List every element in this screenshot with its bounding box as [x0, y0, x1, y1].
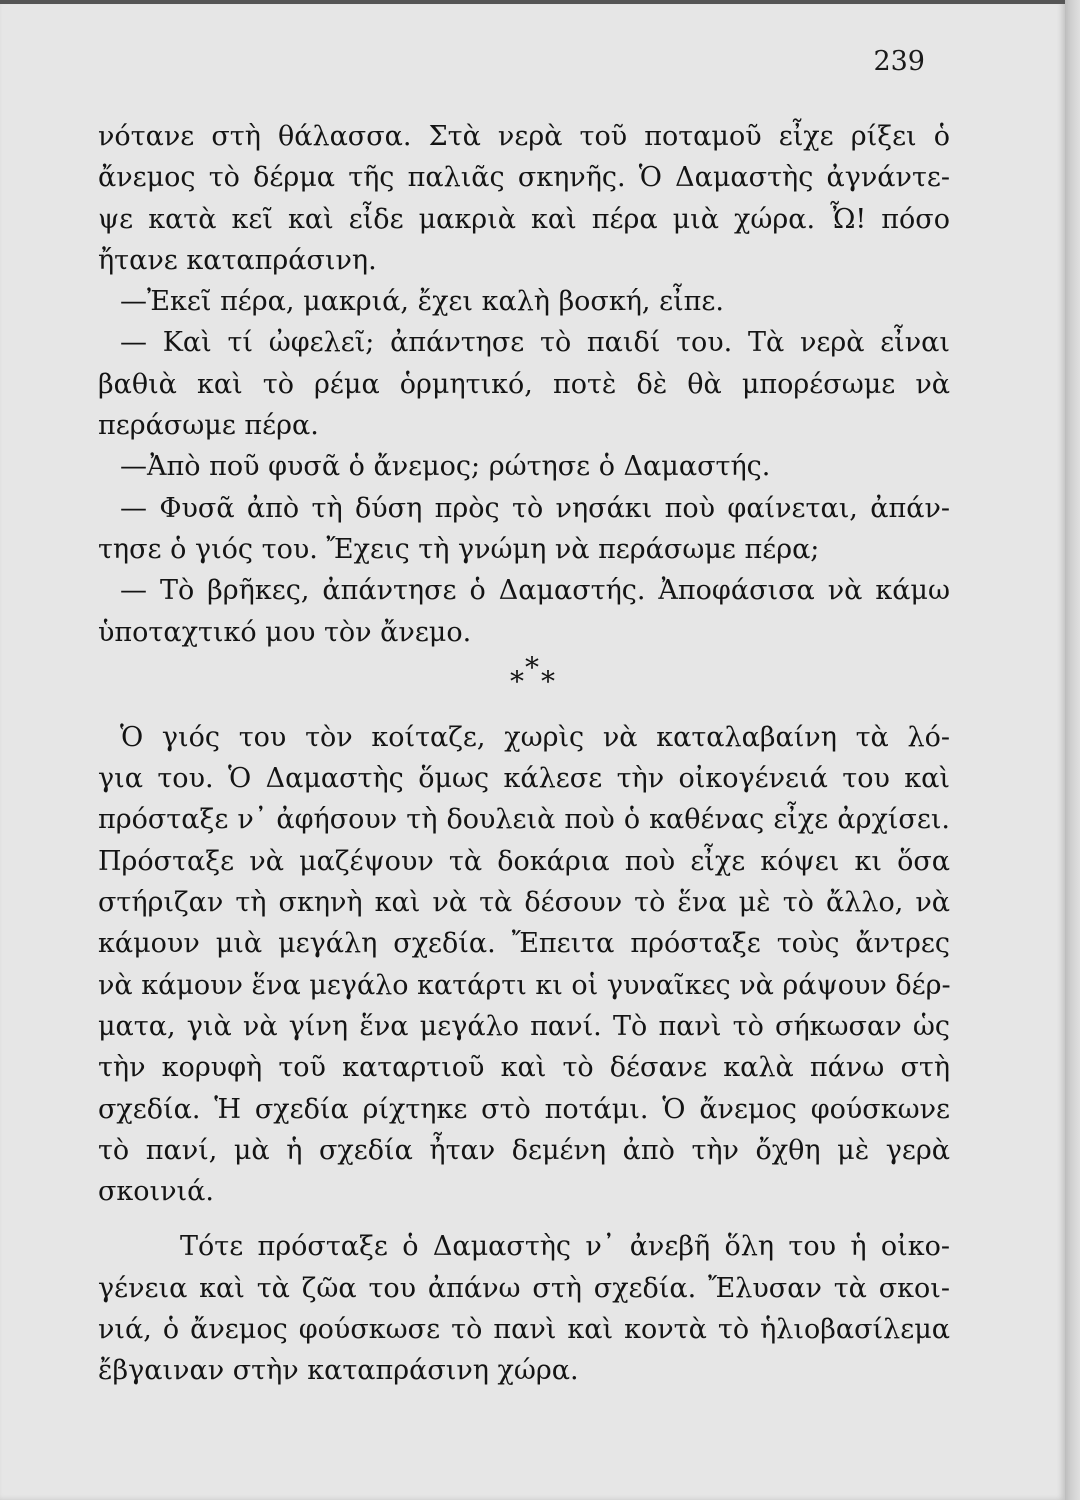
text-line: Πρόσταξε νὰ μαζέψουν τὰ δοκάρια ποὺ εἶχε κόψει κι ὅσα	[98, 845, 950, 877]
text-line: ψε κατὰ κεῖ καὶ εἶδε μακριὰ καὶ πέρα μιὰ χώρα. Ὦ! πόσο	[98, 203, 950, 235]
text-line: ὑποταχτικό μου τὸν ἄνεμο.	[98, 616, 472, 648]
asterism-star: *	[541, 664, 555, 698]
text-line: ἄνεμος τὸ δέρμα τῆς παλιᾶς σκηνῆς. Ὁ Δαμαστὴς ἀγνάντε-	[98, 162, 950, 194]
text-line: Τότε πρόσταξε ὁ Δαμαστὴς ν᾿ ἀνεβῆ ὅλη του ἡ οἰκο-	[180, 1231, 950, 1263]
text-line: —Ἀπὸ ποῦ φυσᾶ ὁ ἄνεμος; ρώτησε ὁ Δαμαστής.	[120, 451, 771, 483]
text-line: ματα, γιὰ νὰ γίνη ἕνα μεγάλο πανί. Τὸ πανὶ τὸ σήκωσαν ὡς	[98, 1010, 950, 1042]
text-line: γένεια καὶ τὰ ζῶα του ἀπάνω στὴ σχεδία. Ἔλυσαν τὰ σκοι-	[98, 1272, 950, 1304]
text-line: τησε ὁ γιός του. Ἔχεις τὴ γνώμη νὰ περάσωμε πέρα;	[98, 533, 820, 565]
text-line: νότανε στὴ θάλασσα. Στὰ νερὰ τοῦ ποταμοῦ εἶχε ρίξει ὁ	[98, 121, 950, 152]
text-line: πρόσταξε ν᾿ ἀφήσουν τὴ δουλειὰ ποὺ ὁ καθένας εἶχε ἀρχίσει.	[98, 804, 950, 836]
text-line: ἤτανε καταπράσινη.	[98, 244, 377, 276]
text-line: —Ἐκεῖ πέρα, μακριά, ἔχει καλὴ βοσκή, εἶπε.	[120, 286, 724, 318]
page-top-edge	[0, 0, 1065, 4]
section-separator	[98, 650, 950, 717]
text-line: νὰ κάμουν ἕνα μεγάλο κατάρτι κι οἱ γυναῖκες νὰ ράψουν δέρ-	[98, 969, 951, 1001]
asterism-star: *	[510, 664, 524, 698]
text-line: — Καὶ τί ὠφελεῖ; ἀπάντησε τὸ παιδί του. Τὰ νερὰ εἶναι	[120, 327, 950, 359]
text-line: Ὁ γιός του τὸν κοίταζε, χωρὶς νὰ καταλαβαίνη τὰ λό-	[120, 721, 950, 753]
text-line: σκοινιά.	[98, 1176, 214, 1208]
text-line: περάσωμε πέρα.	[98, 410, 319, 442]
paragraph-gap	[98, 1212, 950, 1226]
text-line: για του. Ὁ Δαμαστὴς ὅμως κάλεσε τὴν οἰκογένειά του καὶ	[98, 763, 950, 795]
page-number: 239	[873, 46, 925, 77]
text-line: τὴν κορυφὴ τοῦ καταρτιοῦ καὶ τὸ δέσανε καλὰ πάνω στὴ	[98, 1052, 950, 1084]
text-line: τὸ πανί, μὰ ἡ σχεδία ἦταν δεμένη ἀπὸ τὴν ὄχθη μὲ γερὰ	[98, 1134, 950, 1166]
text-line: — Φυσᾶ ἀπὸ τὴ δύση πρὸς τὸ νησάκι ποὺ φαίνεται, ἀπάν-	[120, 492, 950, 524]
text-line: σχεδία. Ἡ σχεδία ρίχτηκε στὸ ποτάμι. Ὁ ἄνεμος φούσκωνε	[98, 1093, 950, 1125]
text-line: νιά, ὁ ἄνεμος φούσκωσε τὸ πανὶ καὶ κοντὰ τὸ ἡλιοβασίλεμα	[98, 1314, 950, 1346]
text-line: ἔβγαιναν στὴν καταπράσινη χώρα.	[98, 1355, 579, 1387]
asterism-star: *	[525, 650, 539, 684]
text-line: κάμουν μιὰ μεγάλη σχεδία. Ἔπειτα πρόσταξε τοὺς ἄντρες	[98, 928, 950, 960]
page-body-text	[98, 116, 950, 1392]
text-line: βαθιὰ καὶ τὸ ρέμα ὁρμητικό, ποτὲ δὲ θὰ μπορέσωμε νὰ	[98, 368, 950, 400]
text-line: στήριζαν τὴ σκηνὴ καὶ νὰ τὰ δέσουν τὸ ἕνα μὲ τὸ ἄλλο, νὰ	[98, 887, 950, 919]
text-line: — Τὸ βρῆκες, ἀπάντησε ὁ Δαμαστής. Ἀποφάσισα νὰ κάμω	[120, 575, 950, 607]
book-fore-edge	[1065, 0, 1080, 1500]
